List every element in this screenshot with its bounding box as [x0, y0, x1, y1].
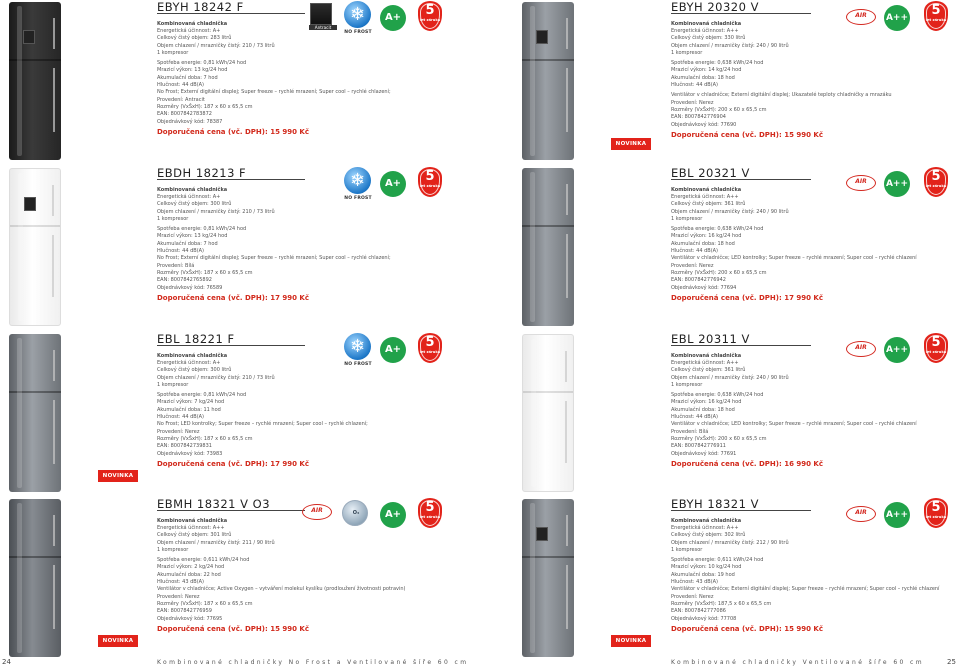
spec-compressors: 1 kompresor	[671, 215, 703, 222]
spec-compressors: 1 kompresor	[157, 546, 189, 553]
product-title: EBYH 18242 F	[157, 0, 305, 14]
product-category: Kombinovaná chladnička	[671, 187, 742, 193]
product-title: EBYH 18321 V	[671, 497, 811, 511]
product-title: EBDH 18213 F	[157, 166, 305, 180]
spec-freezing: Mrazicí výkon: 16 kg/24 hod	[671, 233, 742, 240]
product-title: EBYH 20320 V	[671, 0, 811, 14]
novinka-badge: NOVINKA	[611, 138, 651, 150]
energy-class-icon: A++	[884, 171, 910, 197]
product-ebmh-18321-v-o3	[0, 497, 480, 662]
spec-total-volume: Celkový čistý objem: 283 litrů	[157, 35, 232, 42]
spec-accumulation: Akumulační doba: 19 hod	[671, 571, 735, 578]
feature-badges	[308, 167, 478, 207]
spec-order-code: Objednávkový kód: 77691	[671, 450, 737, 457]
active-oxygen-icon: O₃	[342, 500, 368, 526]
warranty-icon: 5 let záruka	[924, 167, 948, 197]
footer-title: Kombinované chladničky No Frost a Ventilované šíře 60 cm	[157, 659, 469, 666]
product-price: Doporučená cena (vč. DPH): 15 990 Kč	[157, 624, 310, 633]
spec-accumulation: Akumulační doba: 7 hod	[157, 240, 218, 247]
product-category: Kombinovaná chladnička	[671, 518, 742, 524]
product-ebl-20321-v	[480, 166, 960, 331]
spec-volume-split: Objem chlazení / mrazničky čistý: 240 / 90 litrů	[671, 374, 789, 381]
spec-finish: Provedení: Bílá	[157, 262, 195, 269]
no-frost-icon: ❄ NO FROST	[342, 333, 372, 369]
fridge-image	[9, 499, 61, 657]
spec-total-volume: Celkový čistý objem: 361 litrů	[671, 201, 746, 208]
spec-volume-split: Objem chlazení / mrazničky čistý: 210 / 73 litrů	[157, 208, 275, 215]
spec-energy-class: Energetická účinnost: A++	[157, 525, 225, 531]
spec-energy-class: Energetická účinnost: A++	[671, 194, 739, 200]
product-category: Kombinovaná chladnička	[157, 518, 228, 524]
spec-accumulation: Akumulační doba: 18 hod	[671, 74, 735, 81]
spec-features: No Frost; Externí digitální displej; Super freeze – rychlé mrazení; Super cool – rychlé chlazení;	[157, 255, 391, 262]
product-price: Doporučená cena (vč. DPH): 15 990 Kč	[157, 127, 310, 136]
spec-noise: Hlučnost: 44 dB(A)	[671, 414, 719, 421]
spec-finish: Provedení: Nerez	[157, 593, 200, 600]
spec-order-code: Objednávkový kód: 77690	[671, 121, 737, 128]
spec-finish: Provedení: Nerez	[671, 593, 714, 600]
spec-dimensions: Rozměry (VxŠxH): 187 x 60 x 65,5 cm	[157, 269, 253, 276]
feature-badges	[842, 333, 958, 373]
spec-total-volume: Celkový čistý objem: 302 litrů	[671, 532, 746, 539]
spec-features: Ventilátor v chladničce; LED kontrolky; Super freeze – rychlé mrazení; Super cool – rychlé chlazení	[671, 255, 917, 262]
product-title: EBL 20311 V	[671, 332, 811, 346]
page-number: 24	[2, 658, 11, 666]
spec-order-code: Objednávkový kód: 73983	[157, 450, 223, 457]
energy-class-icon: A++	[884, 502, 910, 528]
spec-noise: Hlučnost: 44 dB(A)	[671, 82, 719, 89]
fridge-image	[9, 168, 61, 326]
spec-consumption: Spotřeba energie: 0,611 kWh/24 hod	[671, 557, 764, 564]
spec-energy-class: Energetická účinnost: A+	[157, 360, 221, 366]
spec-finish: Provedení: Nerez	[671, 262, 714, 269]
spec-total-volume: Celkový čistý objem: 300 litrů	[157, 201, 232, 208]
spec-ean: EAN: 8007842776904	[671, 114, 726, 121]
air-ventilation-icon: AIR	[302, 502, 332, 522]
spec-volume-split: Objem chlazení / mrazničky čistý: 240 / 90 litrů	[671, 42, 789, 49]
spec-dimensions: Rozměry (VxŠxH): 200 x 60 x 65,5 cm	[671, 435, 767, 442]
product-title: EBMH 18321 V O3	[157, 497, 305, 511]
right-footer	[480, 656, 960, 670]
right-page	[480, 0, 960, 670]
spec-freezing: Mrazicí výkon: 14 kg/24 hod	[671, 67, 742, 74]
spec-features: No Frost; Externí digitální displej; Super freeze – rychlé mrazení; Super cool – rychlé chlazení;	[157, 89, 391, 96]
novinka-badge: NOVINKA	[98, 635, 138, 647]
spec-consumption: Spotřeba energie: 0,81 kWh/24 hod	[157, 60, 247, 67]
product-ebyh-18321-v	[480, 497, 960, 662]
spec-freezing: Mrazicí výkon: 16 kg/24 hod	[671, 399, 742, 406]
spec-consumption: Spotřeba energie: 0,638 kWh/24 hod	[671, 226, 764, 233]
energy-class-icon: A++	[884, 5, 910, 31]
spec-energy-class: Energetická účinnost: A++	[671, 360, 739, 366]
spec-ean: EAN: 8007842739831	[157, 443, 212, 450]
energy-class-icon: A+	[380, 502, 406, 528]
product-category: Kombinovaná chladnička	[157, 21, 228, 27]
spec-total-volume: Celkový čistý objem: 330 litrů	[671, 35, 746, 42]
product-ebyh-18242-f	[0, 0, 480, 165]
warranty-icon: 5 let záruka	[418, 1, 442, 31]
product-category: Kombinovaná chladnička	[671, 353, 742, 359]
spec-compressors: 1 kompresor	[157, 49, 189, 56]
spec-ean: EAN: 8007842776911	[671, 443, 726, 450]
spec-ean: EAN: 8007842777086	[671, 608, 726, 615]
fridge-image	[522, 2, 574, 160]
feature-badges	[308, 333, 478, 373]
air-ventilation-icon: AIR	[846, 7, 876, 27]
novinka-badge: NOVINKA	[611, 635, 651, 647]
novinka-badge: NOVINKA	[98, 470, 138, 482]
spec-total-volume: Celkový čistý objem: 301 litrů	[157, 532, 232, 539]
spec-noise: Hlučnost: 44 dB(A)	[671, 248, 719, 255]
spec-noise: Hlučnost: 44 dB(A)	[157, 248, 205, 255]
energy-class-icon: A+	[380, 5, 406, 31]
spec-volume-split: Objem chlazení / mrazničky čistý: 210 / 73 litrů	[157, 374, 275, 381]
fridge-image	[9, 334, 61, 492]
warranty-icon: 5 let záruka	[418, 333, 442, 363]
product-ebyh-20320-v	[480, 0, 960, 165]
spec-accumulation: Akumulační doba: 22 hod	[157, 571, 221, 578]
product-price: Doporučená cena (vč. DPH): 17 990 Kč	[157, 293, 310, 302]
product-category: Kombinovaná chladnička	[671, 21, 742, 27]
spec-finish: Provedení: Bílá	[671, 428, 709, 435]
product-ebl-20311-v	[480, 332, 960, 497]
product-ebdh-18213-f	[0, 166, 480, 331]
spec-order-code: Objednávkový kód: 77695	[157, 615, 223, 622]
spec-ean: EAN: 8007842776942	[671, 277, 726, 284]
spec-compressors: 1 kompresor	[671, 381, 703, 388]
fridge-image	[522, 334, 574, 492]
spec-noise: Hlučnost: 44 dB(A)	[157, 82, 205, 89]
energy-class-icon: A+	[380, 337, 406, 363]
spec-consumption: Spotřeba energie: 0,81 kWh/24 hod	[157, 392, 247, 399]
spec-features: Ventilátor v chladničce; Externí digitální displej; Super freeze – rychlé mrazení; Super cool – rychlé chlazení	[671, 586, 940, 593]
spec-freezing: Mrazicí výkon: 13 kg/24 hod	[157, 233, 228, 240]
spec-ean: EAN: 8007842776959	[157, 608, 212, 615]
antracit-swatch-icon: Antracit	[310, 3, 332, 25]
fridge-image	[522, 168, 574, 326]
product-price: Doporučená cena (vč. DPH): 15 990 Kč	[671, 130, 824, 139]
spec-volume-split: Objem chlazení / mrazničky čistý: 210 / 73 litrů	[157, 42, 275, 49]
air-ventilation-icon: AIR	[846, 173, 876, 193]
spec-energy-class: Energetická účinnost: A++	[671, 525, 739, 531]
spec-noise: Hlučnost: 44 dB(A)	[157, 414, 205, 421]
spec-total-volume: Celkový čistý objem: 361 litrů	[671, 367, 746, 374]
warranty-icon: 5 let záruka	[924, 498, 948, 528]
spec-accumulation: Akumulační doba: 18 hod	[671, 240, 735, 247]
spec-finish: Provedení: Nerez	[157, 428, 200, 435]
spec-consumption: Spotřeba energie: 0,638 kWh/24 hod	[671, 60, 764, 67]
spec-consumption: Spotřeba energie: 0,81 kWh/24 hod	[157, 226, 247, 233]
warranty-icon: 5 let záruka	[924, 333, 948, 363]
air-ventilation-icon: AIR	[846, 504, 876, 524]
energy-class-icon: A+	[380, 171, 406, 197]
spec-volume-split: Objem chlazení / mrazničky čistý: 240 / 90 litrů	[671, 208, 789, 215]
fridge-image	[522, 499, 574, 657]
spec-accumulation: Akumulační doba: 18 hod	[671, 406, 735, 413]
spec-freezing: Mrazicí výkon: 2 kg/24 hod	[157, 564, 225, 571]
spec-volume-split: Objem chlazení / mrazničky čistý: 212 / 90 litrů	[671, 539, 789, 546]
spec-dimensions: Rozměry (VxŠxH): 187 x 60 x 65,5 cm	[157, 103, 253, 110]
energy-class-icon: A++	[884, 337, 910, 363]
feature-badges	[300, 498, 470, 538]
spec-order-code: Objednávkový kód: 76589	[157, 284, 223, 291]
spec-features: No Frost; LED kontrolky; Super freeze – rychlé mrazení; Super cool – rychlé chlazení;	[157, 421, 368, 428]
product-price: Doporučená cena (vč. DPH): 17 990 Kč	[671, 293, 824, 302]
spec-dimensions: Rozměry (VxŠxH): 187,5 x 60 x 65,5 cm	[671, 600, 772, 607]
no-frost-icon: ❄ NO FROST	[342, 1, 372, 37]
spec-dimensions: Rozměry (VxŠxH): 200 x 60 x 65,5 cm	[671, 269, 767, 276]
spec-consumption: Spotřeba energie: 0,638 kWh/24 hod	[671, 392, 764, 399]
spec-accumulation: Akumulační doba: 7 hod	[157, 74, 218, 81]
product-title: EBL 18221 F	[157, 332, 305, 346]
product-category: Kombinovaná chladnička	[157, 187, 228, 193]
product-price: Doporučená cena (vč. DPH): 15 990 Kč	[671, 624, 824, 633]
spec-compressors: 1 kompresor	[671, 546, 703, 553]
product-ebl-18221-f	[0, 332, 480, 497]
spec-total-volume: Celkový čistý objem: 300 litrů	[157, 367, 232, 374]
spec-noise: Hlučnost: 43 dB(A)	[671, 579, 719, 586]
spec-energy-class: Energetická účinnost: A++	[671, 28, 739, 34]
spec-energy-class: Energetická účinnost: A+	[157, 194, 221, 200]
spec-ean: EAN: 8007842765892	[157, 277, 212, 284]
spec-finish: Provedení: Antracit	[157, 96, 205, 103]
product-category: Kombinovaná chladnička	[157, 353, 228, 359]
spec-ean: EAN: 8007842783872	[157, 111, 212, 118]
spec-features: Ventilátor v chladničce; LED kontrolky; Super freeze – rychlé mrazení; Super cool – rychlé chlazení	[671, 421, 917, 428]
spec-energy-class: Energetická účinnost: A+	[157, 28, 221, 34]
spec-dimensions: Rozměry (VxŠxH): 200 x 60 x 65,5 cm	[671, 106, 767, 113]
footer-title: Kombinované chladničky Ventilované šíře 60 cm	[671, 659, 925, 666]
spec-compressors: 1 kompresor	[157, 381, 189, 388]
spec-volume-split: Objem chlazení / mrazničky čistý: 211 / 90 litrů	[157, 539, 275, 546]
spec-freezing: Mrazicí výkon: 10 kg/24 hod	[671, 564, 742, 571]
spec-order-code: Objednávkový kód: 78387	[157, 118, 223, 125]
feature-badges	[842, 498, 958, 538]
page-number: 25	[947, 658, 956, 666]
spec-order-code: Objednávkový kód: 77708	[671, 615, 737, 622]
spec-dimensions: Rozměry (VxŠxH): 187 x 60 x 65,5 cm	[157, 435, 253, 442]
spec-noise: Hlučnost: 43 dB(A)	[157, 579, 205, 586]
warranty-icon: 5 let záruka	[924, 1, 948, 31]
spec-accumulation: Akumulační doba: 11 hod	[157, 406, 221, 413]
spec-freezing: Mrazicí výkon: 13 kg/24 hod	[157, 67, 228, 74]
spec-dimensions: Rozměry (VxŠxH): 187 x 60 x 65,5 cm	[157, 600, 253, 607]
spec-order-code: Objednávkový kód: 77694	[671, 284, 737, 291]
warranty-icon: 5 let záruka	[418, 498, 442, 528]
spec-compressors: 1 kompresor	[157, 215, 189, 222]
spec-features: Ventilátor v chladničce; Externí digitální displej; Ukazatelé teploty chladničky a mrazáku	[671, 92, 892, 99]
feature-badges	[842, 1, 958, 41]
spec-consumption: Spotřeba energie: 0,611 kWh/24 hod	[157, 557, 250, 564]
product-title: EBL 20321 V	[671, 166, 811, 180]
product-price: Doporučená cena (vč. DPH): 17 990 Kč	[157, 459, 310, 468]
feature-badges	[308, 1, 478, 41]
left-footer	[0, 656, 480, 670]
no-frost-icon: ❄ NO FROST	[342, 167, 372, 203]
spec-freezing: Mrazicí výkon: 7 kg/24 hod	[157, 399, 225, 406]
spec-finish: Provedení: Nerez	[671, 99, 714, 106]
fridge-image	[9, 2, 61, 160]
feature-badges	[842, 167, 958, 207]
air-ventilation-icon: AIR	[846, 339, 876, 359]
product-price: Doporučená cena (vč. DPH): 16 990 Kč	[671, 459, 824, 468]
spec-features: Ventilátor v chladničce; Active Oxygen – vytváření molekul kyslíku (prodloužení životnosti potravin)	[157, 586, 406, 593]
spec-compressors: 1 kompresor	[671, 49, 703, 56]
warranty-icon: 5 let záruka	[418, 167, 442, 197]
